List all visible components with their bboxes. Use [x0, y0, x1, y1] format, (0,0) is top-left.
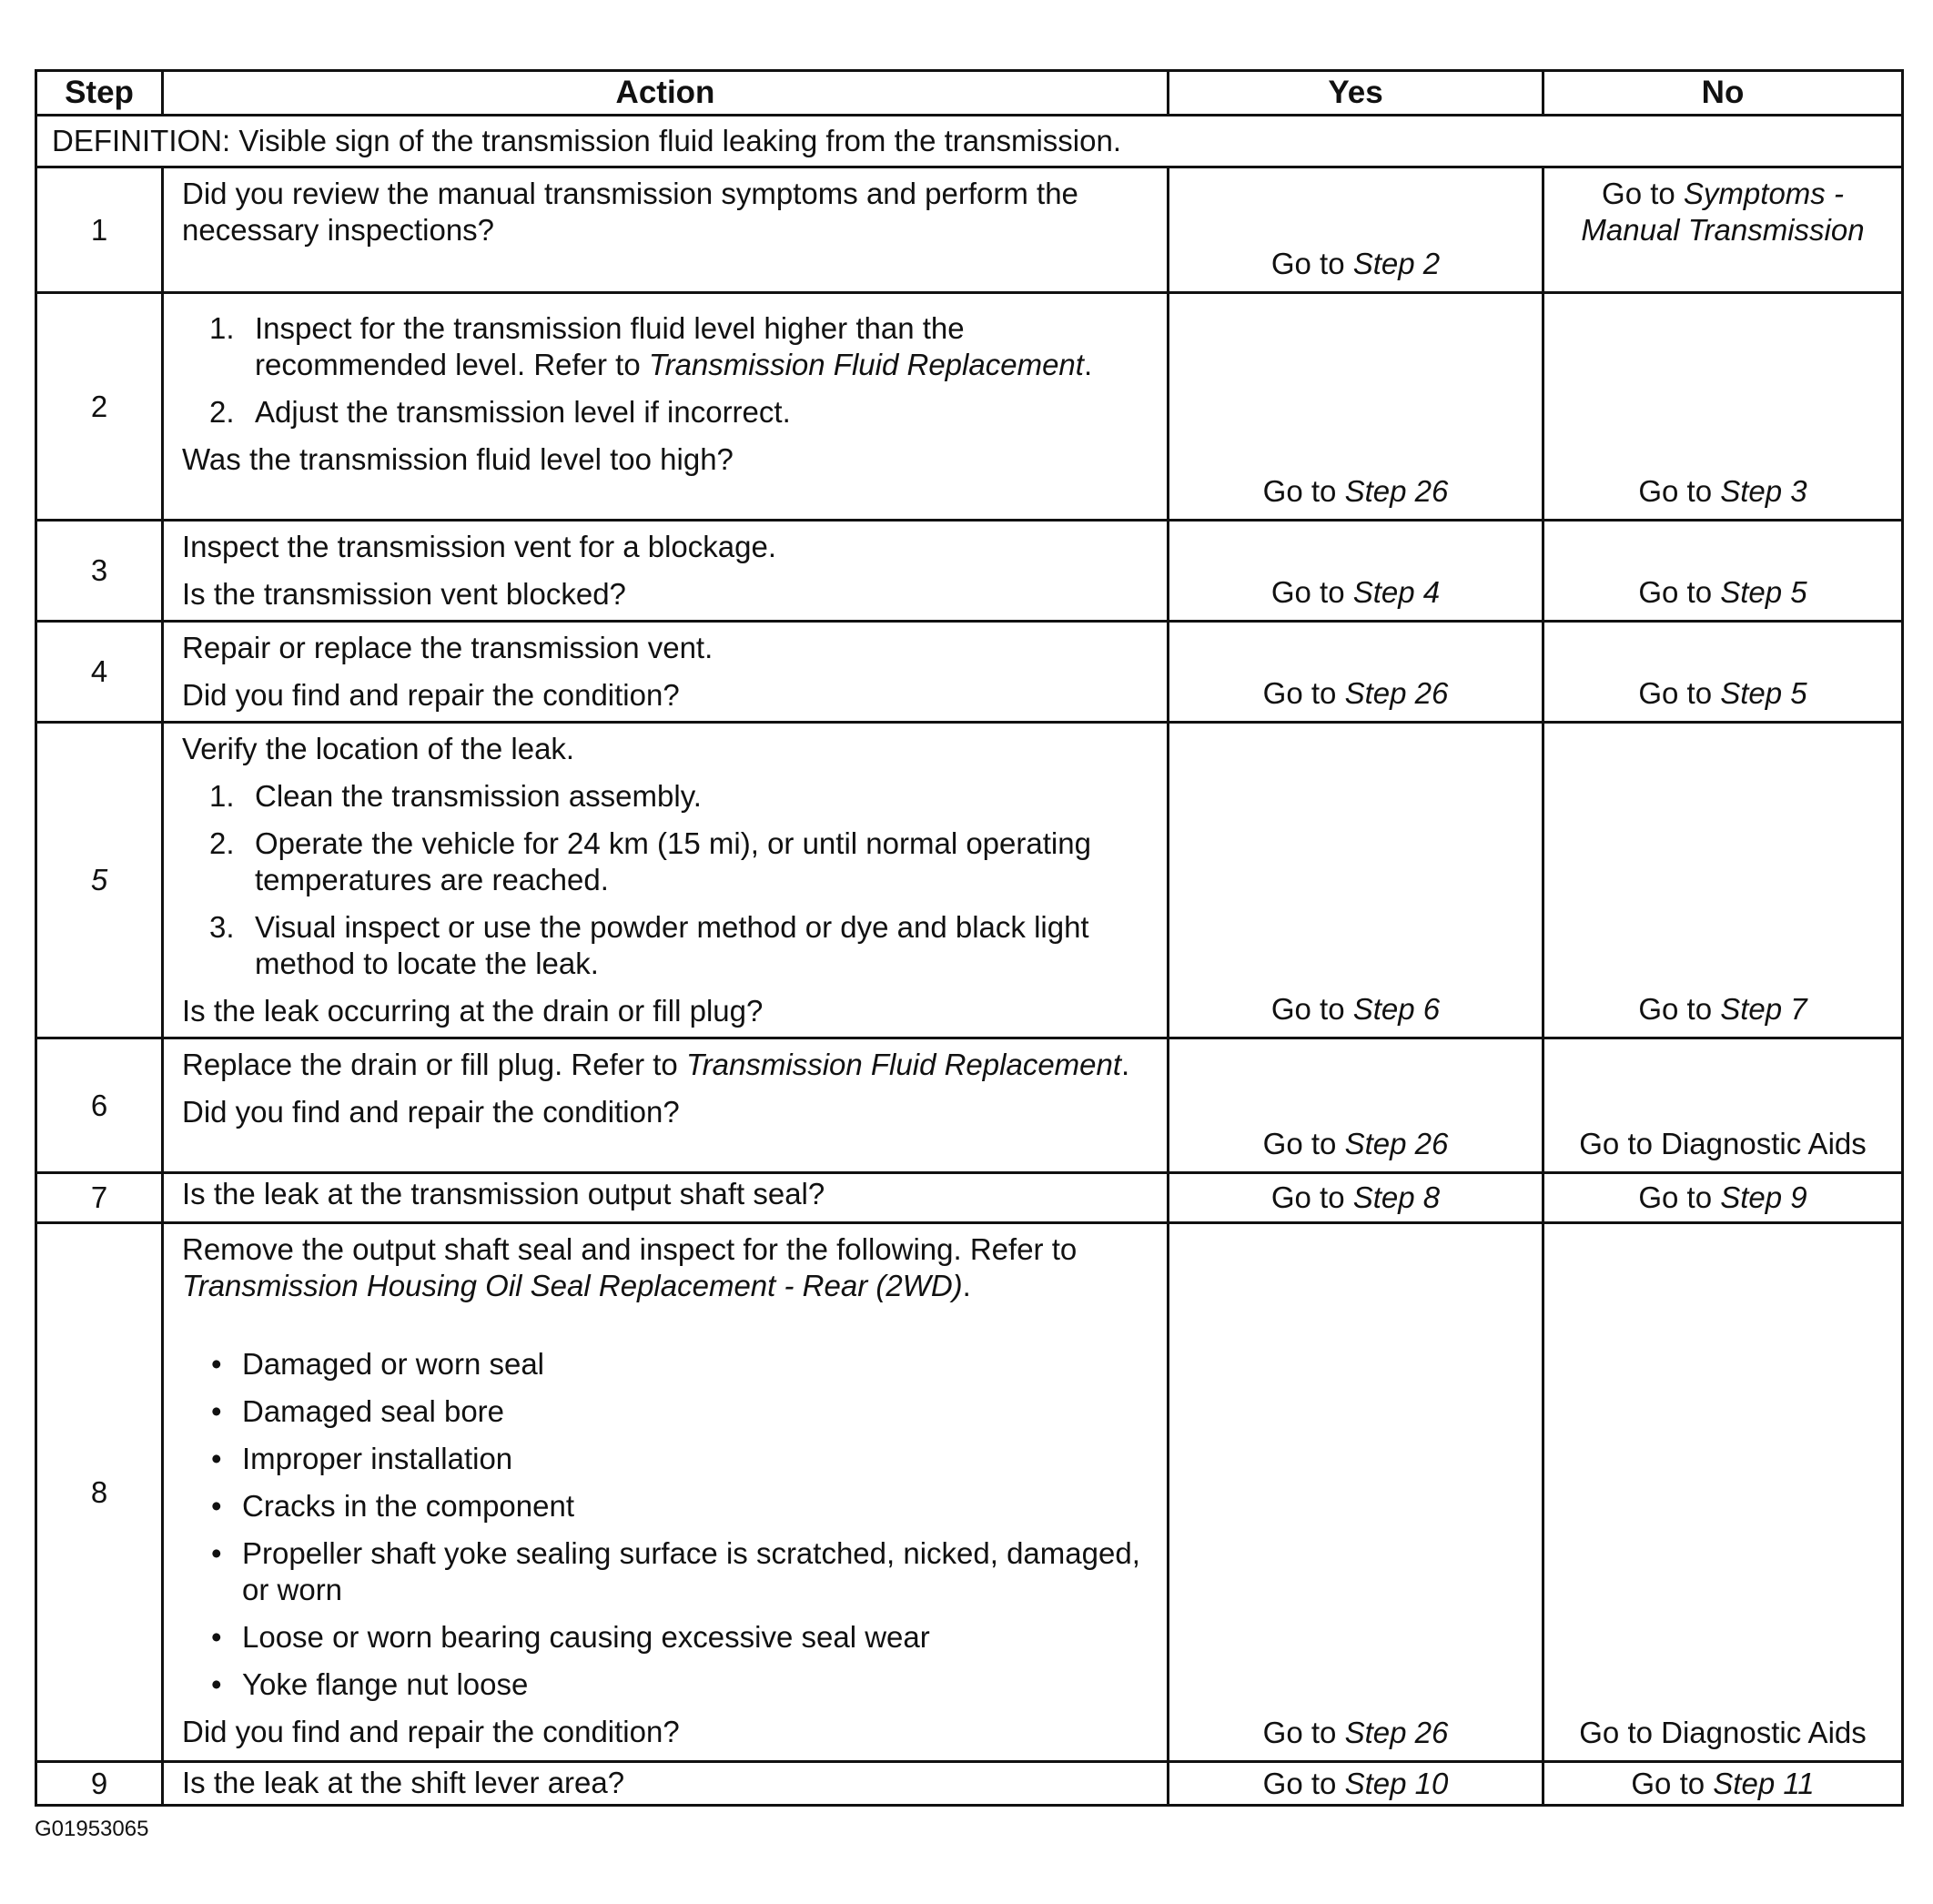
item-text: Damaged seal bore: [242, 1394, 505, 1428]
bullet-icon: •: [211, 1536, 222, 1570]
goto-label: Go to: [1638, 992, 1721, 1026]
table-row: [36, 1038, 1903, 1173]
numbered-list: [182, 778, 1152, 982]
bullet-icon: •: [211, 1620, 222, 1654]
goto-label: Go to: [1262, 676, 1345, 710]
step-number: 8: [36, 1223, 163, 1762]
definition-text: DEFINITION: Visible sign of the transmission fluid leaking from the transmission.: [36, 116, 1903, 167]
bullet-icon: •: [211, 1442, 222, 1475]
item-text: Adjust the transmission level if incorrect.: [255, 395, 791, 429]
action-cell: [163, 167, 1169, 293]
bullet-icon: •: [211, 1394, 222, 1428]
no-link[interactable]: Step 3: [1720, 474, 1807, 508]
yes-link[interactable]: Step 6: [1352, 992, 1441, 1026]
no-cell: [1543, 1173, 1903, 1223]
yes-link[interactable]: Step 26: [1344, 1127, 1449, 1160]
table-row: [36, 1223, 1903, 1762]
item-text: Visual inspect or use the powder method or dye and black light method to locate the leak.: [255, 910, 1089, 980]
figure-code: G01953065: [35, 1817, 149, 1841]
table-row: [36, 167, 1903, 293]
yes-cell: [1169, 1762, 1543, 1806]
question-text: Is the leak occurring at the drain or fill plug?: [182, 994, 764, 1028]
goto-label: Go to: [1262, 1716, 1345, 1749]
action-text: Did you review the manual transmission symptoms and perform the necessary inspections?: [182, 177, 1078, 247]
item-number: 1.: [209, 311, 235, 345]
action-text: [182, 1047, 1152, 1083]
step-number: 4: [36, 622, 163, 723]
no-link[interactable]: Go to Diagnostic Aids: [1579, 1716, 1867, 1749]
question-text: Was the transmission fluid level too high?: [182, 442, 734, 476]
item-number: 3.: [209, 910, 235, 944]
no-link[interactable]: Step 9: [1720, 1180, 1807, 1214]
goto-label: Go to: [1270, 575, 1353, 609]
list-item: [182, 394, 1152, 430]
no-link[interactable]: Symptoms - Manual Transmission: [1581, 177, 1865, 247]
goto-label: Go to: [1602, 177, 1684, 210]
list-item: [182, 1535, 1152, 1608]
list-item: [182, 825, 1152, 898]
action-text: Verify the location of the leak.: [182, 732, 575, 765]
yes-cell: [1169, 521, 1543, 622]
goto-label: Go to: [1262, 1766, 1345, 1800]
header-yes: Yes: [1169, 71, 1543, 116]
list-item: [182, 778, 1152, 815]
action-cell: [163, 1223, 1169, 1762]
no-link[interactable]: Step 5: [1720, 575, 1807, 609]
reference-link[interactable]: Transmission Fluid Replacement: [648, 348, 1084, 381]
action-cell: [163, 1038, 1169, 1173]
item-text: Loose or worn bearing causing excessive seal wear: [242, 1620, 930, 1654]
yes-cell: [1169, 167, 1543, 293]
no-link[interactable]: Step 5: [1720, 676, 1807, 710]
table-row: [36, 723, 1903, 1038]
item-number: 2.: [209, 395, 235, 429]
goto-label: Go to: [1631, 1766, 1714, 1800]
yes-cell: [1169, 622, 1543, 723]
yes-link[interactable]: Step 26: [1344, 676, 1449, 710]
no-cell: [1543, 622, 1903, 723]
item-text: Clean the transmission assembly.: [255, 779, 702, 813]
no-cell: [1543, 521, 1903, 622]
no-cell: [1543, 167, 1903, 293]
yes-link[interactable]: Step 2: [1352, 247, 1441, 280]
question-text: Did you find and repair the condition?: [182, 678, 680, 712]
yes-cell: [1169, 1038, 1543, 1173]
header-no: No: [1543, 71, 1903, 116]
yes-link[interactable]: Step 26: [1344, 474, 1449, 508]
table-row: [36, 293, 1903, 521]
action-cell: [163, 622, 1169, 723]
yes-link[interactable]: Step 4: [1352, 575, 1441, 609]
action-cell: [163, 293, 1169, 521]
yes-cell: [1169, 293, 1543, 521]
yes-link[interactable]: Step 8: [1352, 1180, 1441, 1214]
reference-link[interactable]: Transmission Fluid Replacement: [685, 1048, 1122, 1081]
yes-link[interactable]: Step 26: [1344, 1716, 1449, 1749]
goto-label: Go to: [1638, 474, 1721, 508]
list-item: [182, 1441, 1152, 1477]
no-cell: [1543, 1038, 1903, 1173]
list-item: [182, 1666, 1152, 1703]
table-row: [36, 1173, 1903, 1223]
action-cell: [163, 1173, 1169, 1223]
table-row: [36, 622, 1903, 723]
no-link[interactable]: Step 11: [1713, 1766, 1815, 1800]
yes-cell: [1169, 723, 1543, 1038]
action-cell: [163, 1762, 1169, 1806]
step-number: 6: [36, 1038, 163, 1173]
bullet-icon: •: [211, 1667, 222, 1701]
item-text: Improper installation: [242, 1442, 513, 1475]
list-item: [182, 1488, 1152, 1524]
definition-row: [36, 116, 1903, 167]
numbered-list: [182, 310, 1152, 430]
question-text: Is the transmission vent blocked?: [182, 577, 626, 611]
table-row: [36, 1762, 1903, 1806]
yes-cell: [1169, 1173, 1543, 1223]
action-text-end: .: [1121, 1048, 1130, 1081]
no-link[interactable]: Go to Diagnostic Aids: [1579, 1127, 1867, 1160]
action-text: Is the leak at the shift lever area?: [182, 1766, 625, 1799]
step-number: 7: [36, 1173, 163, 1223]
header-step: Step: [36, 71, 163, 116]
list-item: [182, 1346, 1152, 1382]
goto-label: Go to: [1270, 992, 1353, 1026]
goto-label: Go to: [1262, 1127, 1345, 1160]
item-number: 2.: [209, 826, 235, 860]
action-text: Is the leak at the transmission output shaft seal?: [182, 1177, 825, 1210]
no-cell: [1543, 1762, 1903, 1806]
list-item: [182, 909, 1152, 982]
goto-label: Go to: [1638, 676, 1721, 710]
item-text: Operate the vehicle for 24 km (15 mi), or until normal operating temperatures are reached.: [255, 826, 1091, 896]
action-cell: [163, 521, 1169, 622]
goto-label: Go to: [1270, 247, 1353, 280]
goto-label: Go to: [1638, 1180, 1721, 1214]
no-cell: [1543, 293, 1903, 521]
header-action: Action: [163, 71, 1169, 116]
action-text-start: Remove the output shaft seal and inspect for the following. Refer to: [182, 1232, 1078, 1266]
action-cell: [163, 723, 1169, 1038]
bullet-list: [182, 1346, 1152, 1703]
item-text: Propeller shaft yoke sealing surface is scratched, nicked, damaged, or worn: [242, 1536, 1140, 1606]
step-number: 5: [36, 723, 163, 1038]
goto-label: Go to: [1262, 474, 1345, 508]
yes-cell: [1169, 1223, 1543, 1762]
action-text: Inspect the transmission vent for a blockage.: [182, 530, 777, 563]
yes-link[interactable]: Step 10: [1344, 1766, 1449, 1800]
bullet-icon: •: [211, 1347, 222, 1381]
step-number: 1: [36, 167, 163, 293]
item-text: Cracks in the component: [242, 1489, 575, 1523]
diagnostic-table: [35, 69, 1904, 1807]
action-text: Repair or replace the transmission vent.: [182, 631, 713, 664]
step-number: 2: [36, 293, 163, 521]
goto-label: Go to: [1638, 575, 1721, 609]
question-text: Did you find and repair the condition?: [182, 1715, 680, 1748]
list-item: [182, 310, 1152, 383]
step-number: 9: [36, 1762, 163, 1806]
table-row: [36, 521, 1903, 622]
no-cell: [1543, 1223, 1903, 1762]
item-text: Damaged or worn seal: [242, 1347, 544, 1381]
item-text: Inspect for the transmission fluid level higher than the recommended level. Refer to: [255, 311, 965, 381]
question-text: Did you find and repair the condition?: [182, 1095, 680, 1129]
item-number: 1.: [209, 779, 235, 813]
action-text-end: .: [962, 1269, 971, 1302]
action-text: [182, 1231, 1152, 1304]
action-text-start: Replace the drain or fill plug. Refer to: [182, 1048, 686, 1081]
list-item: [182, 1393, 1152, 1430]
reference-link[interactable]: Transmission Housing Oil Seal Replacement - Rear (2WD): [182, 1269, 963, 1302]
step-number: 3: [36, 521, 163, 622]
no-link[interactable]: Step 7: [1720, 992, 1807, 1026]
no-cell: [1543, 723, 1903, 1038]
item-text: Yoke flange nut loose: [242, 1667, 529, 1701]
table-header-row: [36, 71, 1903, 116]
bullet-icon: •: [211, 1489, 222, 1523]
item-text-end: .: [1083, 348, 1093, 381]
list-item: [182, 1619, 1152, 1656]
goto-label: Go to: [1270, 1180, 1353, 1214]
